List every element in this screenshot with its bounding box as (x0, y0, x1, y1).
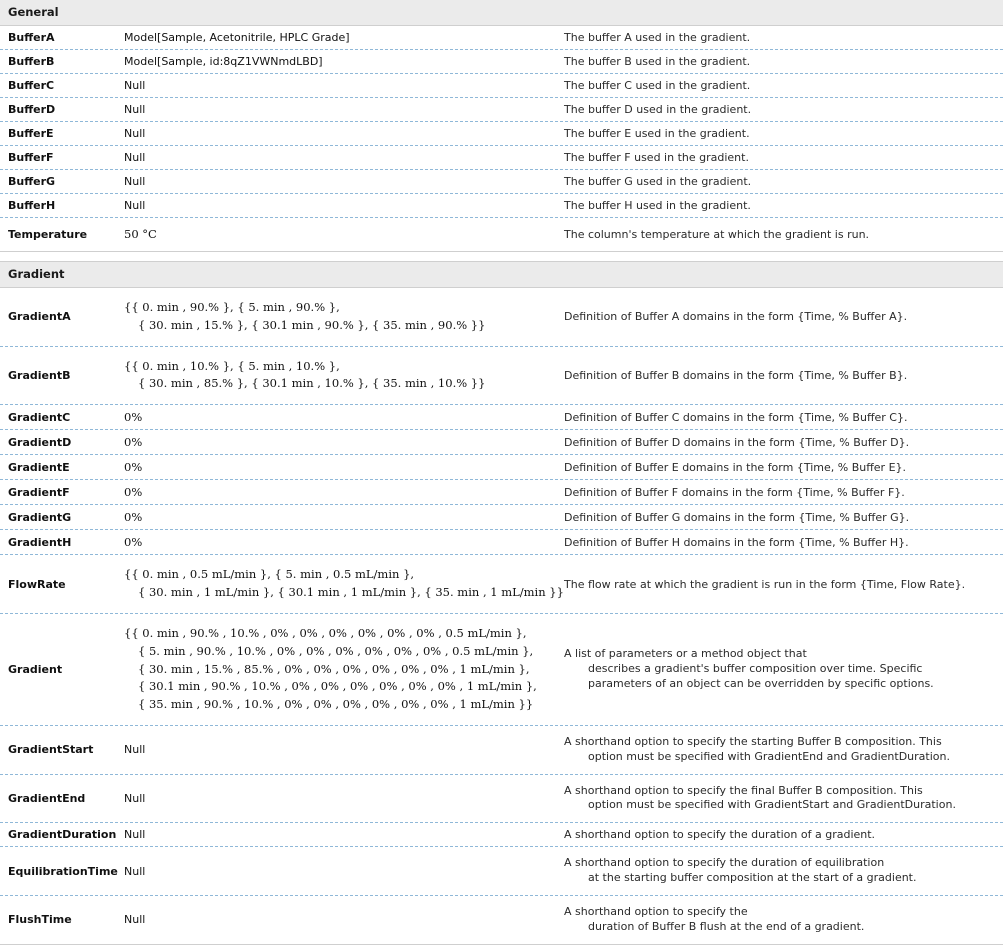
table-row (0, 405, 1003, 430)
option-value-text: Null (124, 79, 146, 92)
expression-line: { 35. min , 90.% , 10.% , 0% , 0% , 0% , 0% , 0% , 0% , 1 mL/min }} (138, 697, 534, 712)
option-name: GradientStart (8, 743, 94, 757)
option-value[interactable] (120, 194, 560, 217)
option-value[interactable] (120, 480, 560, 504)
option-value-text: Null (124, 151, 146, 164)
description-line: A shorthand option to specify the (564, 905, 748, 918)
option-description: The buffer E used in the gradient. (564, 127, 750, 140)
table-row (0, 98, 1003, 122)
option-value-text: Null (124, 103, 146, 116)
option-name: GradientE (8, 460, 70, 474)
table-row (0, 823, 1003, 847)
option-name: GradientC (8, 410, 71, 424)
option-description: Definition of Buffer F domains in the form {Time, % Buffer F}. (564, 485, 905, 499)
option-description: Definition of Buffer H domains in the form {Time, % Buffer H}. (564, 535, 909, 549)
table-row (0, 122, 1003, 146)
option-value[interactable] (120, 353, 560, 399)
option-value[interactable] (120, 455, 560, 479)
table-row (0, 555, 1003, 614)
option-value-text: Null (124, 127, 146, 140)
table-row (0, 50, 1003, 74)
table-row (0, 455, 1003, 480)
option-value[interactable] (120, 146, 560, 169)
option-description: Definition of Buffer D domains in the form {Time, % Buffer D}. (564, 435, 910, 449)
option-name: BufferH (8, 199, 56, 212)
expression-line: {{ 0. min , 90.% , 10.% , 0% , 0% , 0% , 0% , 0% , 0% , 0.5 mL/min }, (124, 625, 527, 640)
option-value-text: Null (124, 175, 146, 188)
option-name: GradientEnd (8, 791, 86, 805)
option-description: The buffer D used in the gradient. (564, 103, 752, 116)
description-line: parameters of an object can be overridden by specific options. (588, 676, 934, 690)
expression-line: {{ 0. min , 90.% }, { 5. min , 90.% }, (124, 300, 340, 314)
description-line: A shorthand option to specify the final Buffer B composition. This (564, 783, 923, 797)
option-name: EquilibrationTime (8, 864, 118, 878)
table-row (0, 896, 1003, 945)
option-description: Definition of Buffer E domains in the form {Time, % Buffer E}. (564, 460, 907, 474)
option-name: GradientDuration (8, 828, 117, 842)
option-value-text: Null (124, 199, 146, 212)
option-description: The buffer G used in the gradient. (564, 175, 752, 188)
option-value[interactable] (120, 851, 560, 891)
table-row (0, 26, 1003, 50)
option-value[interactable] (120, 505, 560, 529)
option-name: GradientG (8, 510, 72, 524)
option-name: Temperature (8, 227, 88, 241)
option-value-text: 0% (124, 485, 143, 500)
expression-line: { 30. min , 1 mL/min }, { 30.1 min , 1 mL/min }, { 35. min , 1 mL/min }} (138, 585, 564, 600)
section-header-gradient: Gradient (0, 261, 1003, 288)
option-value-text: 0% (124, 435, 143, 450)
option-value[interactable] (120, 620, 560, 719)
option-name: BufferB (8, 55, 55, 68)
option-name: Gradient (8, 662, 63, 676)
table-row (0, 847, 1003, 896)
table-row (0, 194, 1003, 218)
option-name: GradientH (8, 535, 72, 549)
option-name: BufferA (8, 31, 55, 44)
expression-line: { 30. min , 85.% }, { 30.1 min , 10.% }, { 35. min , 10.% }} (138, 376, 486, 391)
section-header-general: General (0, 0, 1003, 26)
option-name: GradientD (8, 435, 72, 449)
option-description (560, 851, 1003, 891)
option-description: The buffer C used in the gradient. (564, 79, 751, 92)
option-description: Definition of Buffer C domains in the form {Time, % Buffer C}. (564, 410, 908, 424)
option-value-text: 0% (124, 510, 143, 525)
description-line: at the starting buffer composition at the start of a gradient. (588, 871, 917, 885)
description-line: A shorthand option to specify the starting Buffer B composition. This (564, 734, 942, 748)
option-description: The buffer H used in the gradient. (564, 199, 751, 212)
expression-line: { 30. min , 15.% , 85.% , 0% , 0% , 0% , 0% , 0% , 0% , 1 mL/min }, (138, 661, 530, 676)
option-name: GradientB (8, 368, 71, 382)
option-description: Definition of Buffer B domains in the form {Time, % Buffer B}. (564, 368, 908, 382)
option-value[interactable] (120, 74, 560, 97)
option-value-text: Null (124, 864, 146, 878)
table-row (0, 505, 1003, 530)
option-name: BufferC (8, 79, 55, 92)
expression-line: {{ 0. min , 0.5 mL/min }, { 5. min , 0.5 mL/min }, (124, 567, 415, 582)
table-row (0, 775, 1003, 824)
option-value[interactable] (120, 900, 560, 940)
description-line: option must be specified with GradientEnd and GradientDuration. (588, 749, 950, 763)
description-line: A list of parameters or a method object that (564, 647, 807, 661)
option-value-expression (124, 566, 564, 602)
option-name: FlushTime (8, 913, 72, 927)
option-description (560, 900, 1003, 940)
option-name: BufferG (8, 175, 56, 188)
option-value[interactable] (120, 222, 560, 246)
table-row (0, 530, 1003, 555)
option-value-text: 0% (124, 460, 143, 475)
table-row (0, 614, 1003, 726)
option-name: BufferD (8, 103, 56, 116)
option-description: Definition of Buffer A domains in the form {Time, % Buffer A}. (564, 310, 908, 324)
expression-line: {{ 0. min , 10.% }, { 5. min , 10.% }, (124, 358, 340, 373)
option-description: A shorthand option to specify the duration of a gradient. (564, 828, 876, 842)
option-value-expression (124, 358, 485, 394)
option-description (560, 779, 1003, 819)
section-spacer (0, 252, 1003, 261)
table-row (0, 430, 1003, 455)
table-row (0, 288, 1003, 347)
option-value-text: Null (124, 743, 146, 757)
option-description: The buffer B used in the gradient. (564, 55, 751, 68)
option-name: BufferE (8, 127, 54, 140)
option-value-text: 0% (124, 410, 143, 425)
table-row (0, 170, 1003, 194)
table-row (0, 74, 1003, 98)
expression-line: { 30. min , 15.% }, { 30.1 min , 90.% }, { 35. min , 90.% }} (138, 317, 486, 332)
option-value[interactable] (120, 779, 560, 819)
option-value-text: 50 °C (124, 227, 157, 241)
description-line: A shorthand option to specify the duration of equilibration (564, 856, 885, 870)
option-value-expression (124, 625, 537, 714)
option-value-text: Model[Sample, id:8qZ1VWNmdLBD] (124, 55, 323, 68)
option-name: BufferF (8, 151, 54, 164)
option-value[interactable] (120, 294, 560, 340)
option-name: FlowRate (8, 577, 66, 591)
option-value[interactable] (120, 561, 564, 607)
option-value[interactable] (120, 26, 560, 49)
option-description (560, 730, 1003, 770)
description-line: describes a gradient's buffer composition over time. Specific (588, 661, 923, 675)
option-value[interactable] (120, 530, 560, 554)
option-value-text: Null (124, 913, 146, 927)
option-value-text: Null (124, 791, 146, 805)
table-row (0, 146, 1003, 170)
option-value-text: Model[Sample, Acetonitrile, HPLC Grade] (124, 31, 350, 44)
option-value[interactable] (120, 823, 560, 846)
table-row (0, 726, 1003, 775)
option-value[interactable] (120, 170, 560, 193)
option-value[interactable] (120, 50, 560, 73)
option-description: The column's temperature at which the gradient is run. (564, 227, 870, 241)
option-value-text: Null (124, 828, 146, 842)
description-line: duration of Buffer B flush at the end of a gradient. (588, 919, 865, 933)
option-value[interactable] (120, 430, 560, 454)
option-description: The buffer F used in the gradient. (564, 151, 749, 164)
option-value-expression (124, 299, 485, 335)
option-value[interactable] (120, 730, 560, 770)
table-row (0, 218, 1003, 252)
expression-line: { 5. min , 90.% , 10.% , 0% , 0% , 0% , 0% , 0% , 0% , 0.5 mL/min }, (138, 643, 534, 658)
table-row (0, 480, 1003, 505)
option-value[interactable] (120, 98, 560, 121)
description-line: option must be specified with GradientStart and GradientDuration. (588, 798, 956, 812)
option-description: The buffer A used in the gradient. (564, 31, 751, 44)
option-description (560, 642, 1003, 697)
table-row (0, 347, 1003, 406)
option-value[interactable] (120, 122, 560, 145)
option-value[interactable] (120, 405, 560, 429)
option-description: Definition of Buffer G domains in the form {Time, % Buffer G}. (564, 510, 910, 524)
option-description: The flow rate at which the gradient is run in the form {Time, Flow Rate}. (564, 577, 966, 591)
option-value-text: 0% (124, 535, 143, 550)
expression-line: { 30.1 min , 90.% , 10.% , 0% , 0% , 0% , 0% , 0% , 0% , 1 mL/min }, (138, 679, 537, 694)
option-name: GradientA (8, 310, 71, 324)
option-name: GradientF (8, 485, 70, 499)
